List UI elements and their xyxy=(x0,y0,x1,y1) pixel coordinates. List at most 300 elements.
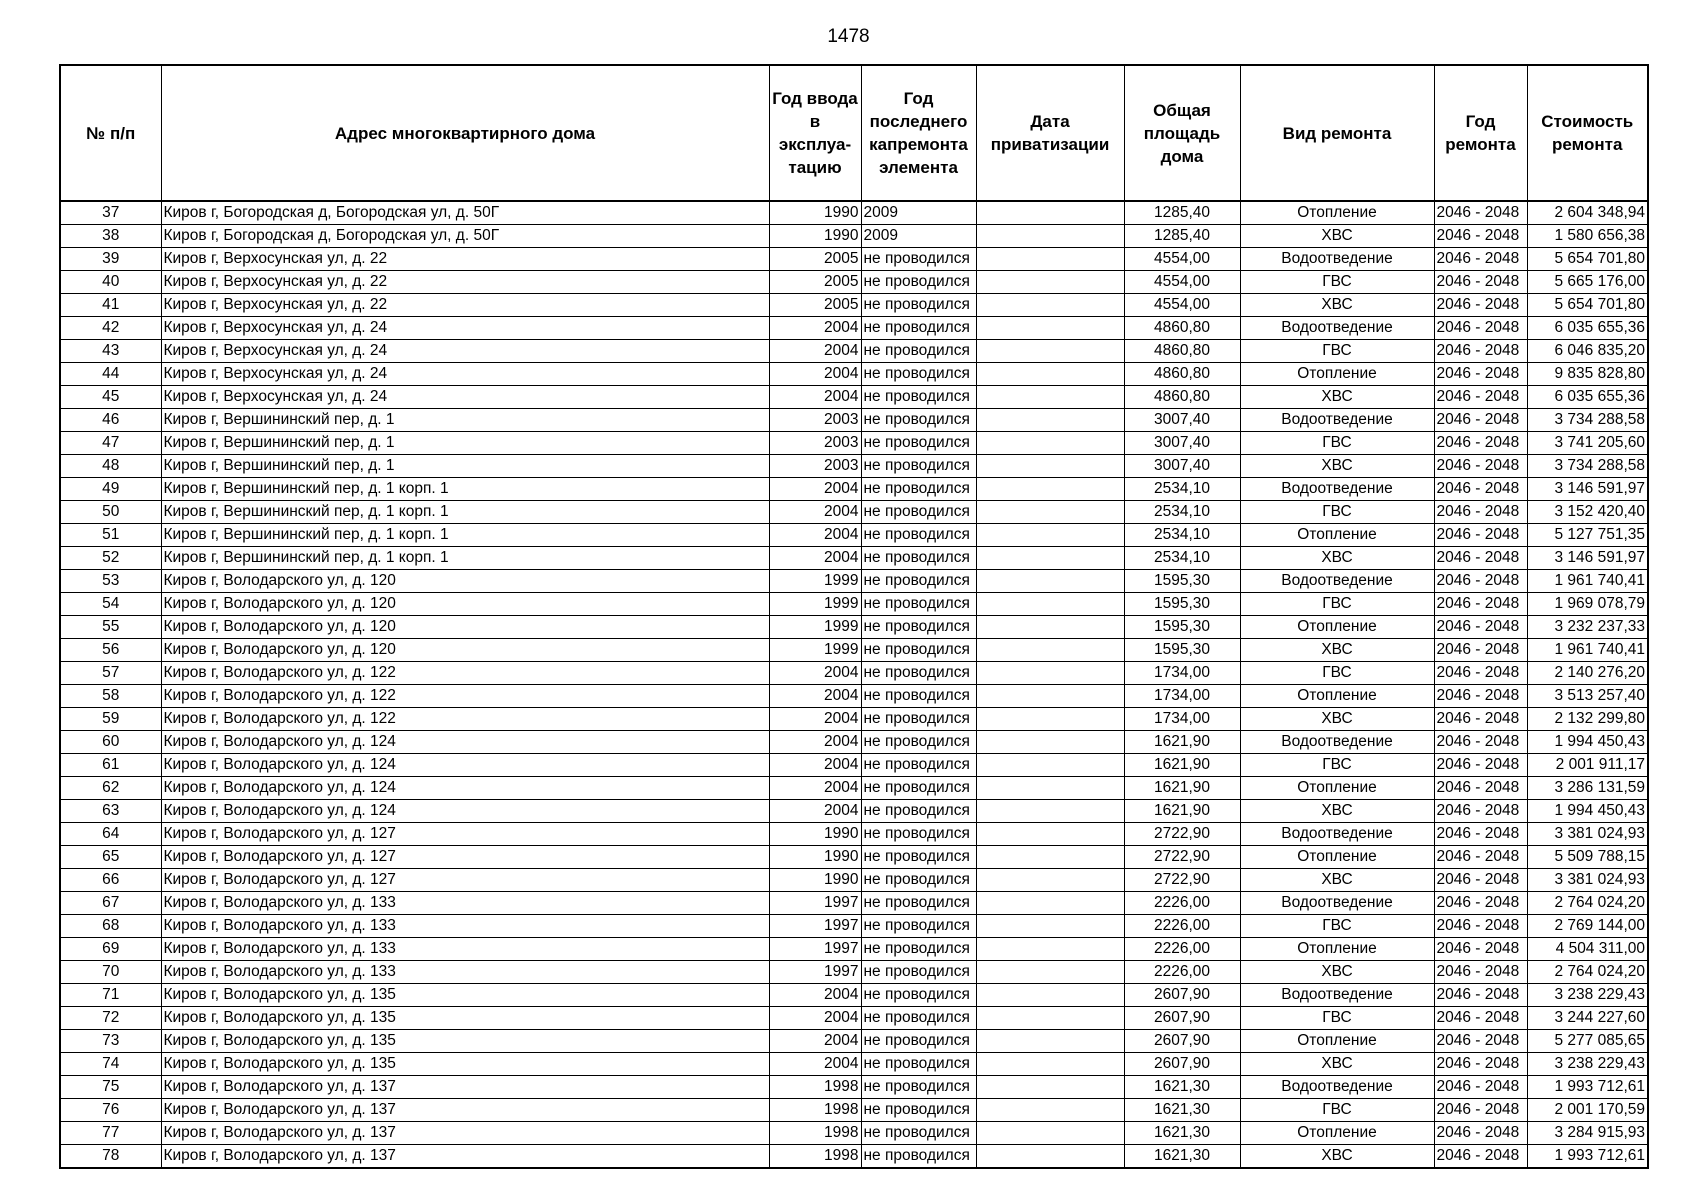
cell-num: 70 xyxy=(60,961,161,984)
cell-area: 2226,00 xyxy=(1124,892,1240,915)
cell-area: 1621,30 xyxy=(1124,1122,1240,1145)
cell-area: 1595,30 xyxy=(1124,593,1240,616)
cell-repair-year: 2046 - 2048 xyxy=(1434,1076,1527,1099)
header-year-built: Год ввода в эксплуа-тацию xyxy=(769,65,861,201)
cell-address: Киров г, Верхосунская ул, д. 22 xyxy=(161,271,769,294)
cell-repair-type: ГВС xyxy=(1240,915,1434,938)
table-row xyxy=(60,271,1648,294)
cell-cost: 1 994 450,43 xyxy=(1527,800,1648,823)
cell-cost: 3 734 288,58 xyxy=(1527,455,1648,478)
cell-last-repair: не проводился xyxy=(861,248,976,271)
table-row xyxy=(60,1053,1648,1076)
cell-num: 64 xyxy=(60,823,161,846)
cell-num: 41 xyxy=(60,294,161,317)
cell-year-built: 1999 xyxy=(769,616,861,639)
cell-address: Киров г, Володарского ул, д. 137 xyxy=(161,1076,769,1099)
cell-area: 1595,30 xyxy=(1124,616,1240,639)
cell-address: Киров г, Богородская д, Богородская ул, д. 50Г xyxy=(161,225,769,248)
cell-repair-type: ХВС xyxy=(1240,1145,1434,1169)
cell-repair-year: 2046 - 2048 xyxy=(1434,708,1527,731)
cell-last-repair: не проводился xyxy=(861,593,976,616)
cell-year-built: 2004 xyxy=(769,386,861,409)
cell-repair-year: 2046 - 2048 xyxy=(1434,248,1527,271)
cell-cost: 1 969 078,79 xyxy=(1527,593,1648,616)
cell-repair-year: 2046 - 2048 xyxy=(1434,547,1527,570)
cell-cost: 1 993 712,61 xyxy=(1527,1076,1648,1099)
table-row xyxy=(60,616,1648,639)
cell-last-repair: не проводился xyxy=(861,777,976,800)
cell-repair-year: 2046 - 2048 xyxy=(1434,1099,1527,1122)
cell-last-repair: не проводился xyxy=(861,1076,976,1099)
cell-privatization xyxy=(976,685,1124,708)
cell-repair-year: 2046 - 2048 xyxy=(1434,317,1527,340)
cell-repair-type: ХВС xyxy=(1240,639,1434,662)
cell-year-built: 1990 xyxy=(769,846,861,869)
cell-repair-year: 2046 - 2048 xyxy=(1434,363,1527,386)
cell-address: Киров г, Володарского ул, д. 137 xyxy=(161,1145,769,1169)
cell-privatization xyxy=(976,1030,1124,1053)
cell-repair-year: 2046 - 2048 xyxy=(1434,869,1527,892)
cell-repair-type: Отопление xyxy=(1240,846,1434,869)
cell-last-repair: не проводился xyxy=(861,409,976,432)
cell-repair-year: 2046 - 2048 xyxy=(1434,800,1527,823)
table-row xyxy=(60,225,1648,248)
cell-last-repair: не проводился xyxy=(861,271,976,294)
table-row xyxy=(60,754,1648,777)
cell-address: Киров г, Володарского ул, д. 127 xyxy=(161,869,769,892)
cell-cost: 3 284 915,93 xyxy=(1527,1122,1648,1145)
cell-privatization xyxy=(976,201,1124,225)
cell-area: 2607,90 xyxy=(1124,984,1240,1007)
cell-area: 1595,30 xyxy=(1124,570,1240,593)
cell-area: 2722,90 xyxy=(1124,869,1240,892)
cell-area: 4860,80 xyxy=(1124,386,1240,409)
cell-privatization xyxy=(976,823,1124,846)
cell-last-repair: не проводился xyxy=(861,754,976,777)
cell-repair-type: Отопление xyxy=(1240,777,1434,800)
cell-num: 76 xyxy=(60,1099,161,1122)
cell-area: 1734,00 xyxy=(1124,708,1240,731)
cell-repair-type: ХВС xyxy=(1240,800,1434,823)
cell-address: Киров г, Володарского ул, д. 133 xyxy=(161,961,769,984)
cell-area: 2534,10 xyxy=(1124,501,1240,524)
cell-num: 74 xyxy=(60,1053,161,1076)
cell-address: Киров г, Богородская д, Богородская ул, д. 50Г xyxy=(161,201,769,225)
table-header xyxy=(60,65,1648,201)
header-num: № п/п xyxy=(60,65,161,201)
cell-area: 1621,30 xyxy=(1124,1099,1240,1122)
cell-repair-type: ХВС xyxy=(1240,961,1434,984)
cell-repair-type: ГВС xyxy=(1240,662,1434,685)
cell-last-repair: не проводился xyxy=(861,1053,976,1076)
cell-num: 40 xyxy=(60,271,161,294)
cell-cost: 2 769 144,00 xyxy=(1527,915,1648,938)
cell-address: Киров г, Верхосунская ул, д. 22 xyxy=(161,294,769,317)
cell-num: 37 xyxy=(60,201,161,225)
cell-repair-year: 2046 - 2048 xyxy=(1434,823,1527,846)
cell-repair-type: Водоотведение xyxy=(1240,248,1434,271)
cell-privatization xyxy=(976,547,1124,570)
table-row xyxy=(60,639,1648,662)
cell-year-built: 2004 xyxy=(769,800,861,823)
table-row xyxy=(60,915,1648,938)
cell-num: 77 xyxy=(60,1122,161,1145)
cell-repair-type: Водоотведение xyxy=(1240,1076,1434,1099)
cell-address: Киров г, Володарского ул, д. 133 xyxy=(161,938,769,961)
cell-repair-year: 2046 - 2048 xyxy=(1434,501,1527,524)
cell-repair-type: Отопление xyxy=(1240,524,1434,547)
cell-address: Киров г, Володарского ул, д. 120 xyxy=(161,570,769,593)
cell-address: Киров г, Володарского ул, д. 122 xyxy=(161,662,769,685)
table-row xyxy=(60,892,1648,915)
cell-address: Киров г, Володарского ул, д. 135 xyxy=(161,1030,769,1053)
cell-privatization xyxy=(976,1053,1124,1076)
cell-repair-type: ХВС xyxy=(1240,708,1434,731)
cell-privatization xyxy=(976,754,1124,777)
cell-num: 66 xyxy=(60,869,161,892)
cell-num: 57 xyxy=(60,662,161,685)
cell-repair-year: 2046 - 2048 xyxy=(1434,961,1527,984)
cell-repair-type: Отопление xyxy=(1240,1122,1434,1145)
cell-area: 1621,30 xyxy=(1124,1076,1240,1099)
cell-privatization xyxy=(976,340,1124,363)
cell-cost: 3 238 229,43 xyxy=(1527,984,1648,1007)
cell-area: 2722,90 xyxy=(1124,846,1240,869)
cell-year-built: 2004 xyxy=(769,708,861,731)
table-row xyxy=(60,961,1648,984)
cell-privatization xyxy=(976,225,1124,248)
cell-address: Киров г, Володарского ул, д. 137 xyxy=(161,1122,769,1145)
header-repair-year: Год ремонта xyxy=(1434,65,1527,201)
cell-num: 63 xyxy=(60,800,161,823)
cell-area: 1285,40 xyxy=(1124,201,1240,225)
cell-area: 4554,00 xyxy=(1124,248,1240,271)
cell-area: 4860,80 xyxy=(1124,363,1240,386)
cell-area: 2607,90 xyxy=(1124,1053,1240,1076)
cell-repair-type: Водоотведение xyxy=(1240,892,1434,915)
cell-repair-type: ХВС xyxy=(1240,869,1434,892)
cell-repair-type: ХВС xyxy=(1240,455,1434,478)
cell-address: Киров г, Верхосунская ул, д. 24 xyxy=(161,386,769,409)
cell-repair-type: ХВС xyxy=(1240,547,1434,570)
cell-privatization xyxy=(976,938,1124,961)
cell-address: Киров г, Володарского ул, д. 135 xyxy=(161,984,769,1007)
cell-repair-year: 2046 - 2048 xyxy=(1434,478,1527,501)
cell-last-repair: не проводился xyxy=(861,662,976,685)
cell-last-repair: не проводился xyxy=(861,1145,976,1169)
cell-privatization xyxy=(976,846,1124,869)
cell-privatization xyxy=(976,1007,1124,1030)
cell-num: 62 xyxy=(60,777,161,800)
cell-repair-year: 2046 - 2048 xyxy=(1434,639,1527,662)
table-row xyxy=(60,869,1648,892)
cell-repair-year: 2046 - 2048 xyxy=(1434,455,1527,478)
table-row xyxy=(60,1099,1648,1122)
cell-last-repair: не проводился xyxy=(861,823,976,846)
cell-repair-year: 2046 - 2048 xyxy=(1434,409,1527,432)
cell-repair-year: 2046 - 2048 xyxy=(1434,984,1527,1007)
cell-privatization xyxy=(976,432,1124,455)
cell-year-built: 2004 xyxy=(769,340,861,363)
cell-area: 3007,40 xyxy=(1124,455,1240,478)
cell-repair-type: ГВС xyxy=(1240,1007,1434,1030)
cell-area: 1285,40 xyxy=(1124,225,1240,248)
cell-last-repair: не проводился xyxy=(861,961,976,984)
table-row xyxy=(60,409,1648,432)
cell-address: Киров г, Володарского ул, д. 120 xyxy=(161,616,769,639)
cell-cost: 1 580 656,38 xyxy=(1527,225,1648,248)
cell-year-built: 1997 xyxy=(769,961,861,984)
cell-repair-year: 2046 - 2048 xyxy=(1434,754,1527,777)
table-row xyxy=(60,1145,1648,1169)
cell-privatization xyxy=(976,1076,1124,1099)
cell-address: Киров г, Володарского ул, д. 133 xyxy=(161,915,769,938)
cell-year-built: 1998 xyxy=(769,1122,861,1145)
cell-year-built: 1990 xyxy=(769,869,861,892)
cell-address: Киров г, Верхосунская ул, д. 24 xyxy=(161,317,769,340)
cell-area: 2607,90 xyxy=(1124,1007,1240,1030)
cell-year-built: 2004 xyxy=(769,754,861,777)
cell-year-built: 2004 xyxy=(769,984,861,1007)
cell-repair-year: 2046 - 2048 xyxy=(1434,570,1527,593)
cell-last-repair: не проводился xyxy=(861,984,976,1007)
header-address: Адрес многоквартирного дома xyxy=(161,65,769,201)
cell-last-repair: не проводился xyxy=(861,800,976,823)
cell-address: Киров г, Володарского ул, д. 137 xyxy=(161,1099,769,1122)
cell-address: Киров г, Верхосунская ул, д. 22 xyxy=(161,248,769,271)
cell-address: Киров г, Володарского ул, д. 120 xyxy=(161,593,769,616)
cell-repair-type: Водоотведение xyxy=(1240,570,1434,593)
cell-repair-type: ХВС xyxy=(1240,225,1434,248)
cell-area: 4860,80 xyxy=(1124,317,1240,340)
cell-year-built: 2004 xyxy=(769,685,861,708)
cell-privatization xyxy=(976,662,1124,685)
cell-last-repair: не проводился xyxy=(861,363,976,386)
cell-area: 3007,40 xyxy=(1124,409,1240,432)
cell-last-repair: не проводился xyxy=(861,478,976,501)
cell-last-repair: не проводился xyxy=(861,846,976,869)
cell-repair-type: ГВС xyxy=(1240,501,1434,524)
cell-privatization xyxy=(976,731,1124,754)
cell-num: 52 xyxy=(60,547,161,570)
cell-last-repair: не проводился xyxy=(861,1099,976,1122)
cell-num: 75 xyxy=(60,1076,161,1099)
cell-repair-year: 2046 - 2048 xyxy=(1434,294,1527,317)
cell-last-repair: 2009 xyxy=(861,201,976,225)
cell-privatization xyxy=(976,1122,1124,1145)
cell-year-built: 2004 xyxy=(769,1030,861,1053)
cell-address: Киров г, Володарского ул, д. 135 xyxy=(161,1053,769,1076)
cell-cost: 5 665 176,00 xyxy=(1527,271,1648,294)
cell-year-built: 2005 xyxy=(769,294,861,317)
cell-area: 1595,30 xyxy=(1124,639,1240,662)
cell-privatization xyxy=(976,501,1124,524)
cell-repair-year: 2046 - 2048 xyxy=(1434,731,1527,754)
table-row xyxy=(60,1122,1648,1145)
cell-year-built: 2004 xyxy=(769,777,861,800)
page-number: 1478 xyxy=(827,26,870,47)
cell-area: 2722,90 xyxy=(1124,823,1240,846)
repair-table xyxy=(59,64,1649,1169)
table-row xyxy=(60,478,1648,501)
cell-repair-year: 2046 - 2048 xyxy=(1434,386,1527,409)
cell-address: Киров г, Верхосунская ул, д. 24 xyxy=(161,340,769,363)
cell-privatization xyxy=(976,455,1124,478)
cell-num: 38 xyxy=(60,225,161,248)
cell-last-repair: не проводился xyxy=(861,1030,976,1053)
cell-area: 2607,90 xyxy=(1124,1030,1240,1053)
cell-year-built: 2004 xyxy=(769,524,861,547)
cell-repair-year: 2046 - 2048 xyxy=(1434,915,1527,938)
cell-repair-year: 2046 - 2048 xyxy=(1434,616,1527,639)
cell-num: 51 xyxy=(60,524,161,547)
cell-last-repair: не проводился xyxy=(861,708,976,731)
cell-year-built: 1997 xyxy=(769,915,861,938)
cell-num: 59 xyxy=(60,708,161,731)
cell-repair-year: 2046 - 2048 xyxy=(1434,685,1527,708)
table-row xyxy=(60,685,1648,708)
cell-year-built: 2004 xyxy=(769,1053,861,1076)
cell-repair-type: ГВС xyxy=(1240,432,1434,455)
cell-privatization xyxy=(976,386,1124,409)
cell-repair-year: 2046 - 2048 xyxy=(1434,1122,1527,1145)
cell-last-repair: 2009 xyxy=(861,225,976,248)
table-row xyxy=(60,708,1648,731)
table-row xyxy=(60,570,1648,593)
table-row xyxy=(60,731,1648,754)
cell-last-repair: не проводился xyxy=(861,432,976,455)
cell-cost: 4 504 311,00 xyxy=(1527,938,1648,961)
cell-area: 2534,10 xyxy=(1124,478,1240,501)
cell-address: Киров г, Володарского ул, д. 120 xyxy=(161,639,769,662)
cell-address: Киров г, Володарского ул, д. 122 xyxy=(161,685,769,708)
cell-repair-type: Отопление xyxy=(1240,1030,1434,1053)
cell-repair-year: 2046 - 2048 xyxy=(1434,340,1527,363)
cell-cost: 6 035 655,36 xyxy=(1527,386,1648,409)
cell-year-built: 1998 xyxy=(769,1099,861,1122)
cell-repair-year: 2046 - 2048 xyxy=(1434,1145,1527,1169)
cell-num: 46 xyxy=(60,409,161,432)
cell-year-built: 1998 xyxy=(769,1145,861,1169)
table-row xyxy=(60,294,1648,317)
header-privatization: Дата приватизации xyxy=(976,65,1124,201)
table-row xyxy=(60,317,1648,340)
cell-last-repair: не проводился xyxy=(861,639,976,662)
cell-address: Киров г, Володарского ул, д. 127 xyxy=(161,846,769,869)
table-row xyxy=(60,386,1648,409)
cell-cost: 5 277 085,65 xyxy=(1527,1030,1648,1053)
cell-num: 48 xyxy=(60,455,161,478)
cell-area: 2226,00 xyxy=(1124,915,1240,938)
cell-cost: 3 146 591,97 xyxy=(1527,547,1648,570)
cell-privatization xyxy=(976,317,1124,340)
cell-repair-type: Отопление xyxy=(1240,201,1434,225)
cell-repair-type: ХВС xyxy=(1240,386,1434,409)
cell-repair-type: Отопление xyxy=(1240,685,1434,708)
header-cost: Стоимость ремонта xyxy=(1527,65,1648,201)
table-row xyxy=(60,201,1648,225)
cell-last-repair: не проводился xyxy=(861,685,976,708)
header-repair-type: Вид ремонта xyxy=(1240,65,1434,201)
cell-num: 68 xyxy=(60,915,161,938)
cell-year-built: 2004 xyxy=(769,478,861,501)
cell-repair-type: Водоотведение xyxy=(1240,409,1434,432)
cell-repair-year: 2046 - 2048 xyxy=(1434,892,1527,915)
table-row xyxy=(60,593,1648,616)
cell-num: 55 xyxy=(60,616,161,639)
cell-last-repair: не проводился xyxy=(861,616,976,639)
cell-area: 4554,00 xyxy=(1124,271,1240,294)
cell-num: 78 xyxy=(60,1145,161,1169)
cell-year-built: 2004 xyxy=(769,317,861,340)
cell-last-repair: не проводился xyxy=(861,547,976,570)
cell-cost: 5 654 701,80 xyxy=(1527,294,1648,317)
cell-privatization xyxy=(976,708,1124,731)
cell-repair-type: ХВС xyxy=(1240,1053,1434,1076)
cell-last-repair: не проводился xyxy=(861,938,976,961)
cell-address: Киров г, Вершининский пер, д. 1 корп. 1 xyxy=(161,501,769,524)
cell-cost: 1 994 450,43 xyxy=(1527,731,1648,754)
cell-last-repair: не проводился xyxy=(861,915,976,938)
cell-repair-type: ГВС xyxy=(1240,593,1434,616)
cell-area: 1621,90 xyxy=(1124,754,1240,777)
header-last-repair: Год последнего капремонта элемента xyxy=(861,65,976,201)
cell-num: 56 xyxy=(60,639,161,662)
cell-repair-type: Отопление xyxy=(1240,616,1434,639)
cell-address: Киров г, Вершининский пер, д. 1 корп. 1 xyxy=(161,524,769,547)
cell-year-built: 1997 xyxy=(769,938,861,961)
cell-area: 1621,30 xyxy=(1124,1145,1240,1169)
cell-area: 2226,00 xyxy=(1124,938,1240,961)
cell-repair-year: 2046 - 2048 xyxy=(1434,593,1527,616)
cell-address: Киров г, Вершининский пер, д. 1 корп. 1 xyxy=(161,478,769,501)
cell-last-repair: не проводился xyxy=(861,386,976,409)
cell-last-repair: не проводился xyxy=(861,1007,976,1030)
cell-num: 50 xyxy=(60,501,161,524)
cell-area: 1621,90 xyxy=(1124,731,1240,754)
cell-last-repair: не проводился xyxy=(861,524,976,547)
cell-last-repair: не проводился xyxy=(861,892,976,915)
cell-cost: 3 232 237,33 xyxy=(1527,616,1648,639)
cell-privatization xyxy=(976,294,1124,317)
cell-last-repair: не проводился xyxy=(861,1122,976,1145)
cell-repair-type: Водоотведение xyxy=(1240,823,1434,846)
cell-year-built: 1990 xyxy=(769,201,861,225)
cell-year-built: 1990 xyxy=(769,823,861,846)
cell-year-built: 2004 xyxy=(769,501,861,524)
cell-cost: 1 961 740,41 xyxy=(1527,639,1648,662)
table-row xyxy=(60,524,1648,547)
cell-address: Киров г, Володарского ул, д. 124 xyxy=(161,731,769,754)
cell-cost: 2 764 024,20 xyxy=(1527,961,1648,984)
cell-cost: 3 734 288,58 xyxy=(1527,409,1648,432)
cell-repair-type: ГВС xyxy=(1240,271,1434,294)
cell-area: 3007,40 xyxy=(1124,432,1240,455)
cell-year-built: 1997 xyxy=(769,892,861,915)
cell-repair-year: 2046 - 2048 xyxy=(1434,1053,1527,1076)
cell-num: 69 xyxy=(60,938,161,961)
cell-privatization xyxy=(976,1099,1124,1122)
cell-area: 4554,00 xyxy=(1124,294,1240,317)
cell-cost: 1 993 712,61 xyxy=(1527,1145,1648,1169)
cell-cost: 3 513 257,40 xyxy=(1527,685,1648,708)
cell-privatization xyxy=(976,248,1124,271)
cell-privatization xyxy=(976,409,1124,432)
cell-repair-year: 2046 - 2048 xyxy=(1434,938,1527,961)
cell-repair-year: 2046 - 2048 xyxy=(1434,271,1527,294)
cell-num: 71 xyxy=(60,984,161,1007)
cell-num: 39 xyxy=(60,248,161,271)
